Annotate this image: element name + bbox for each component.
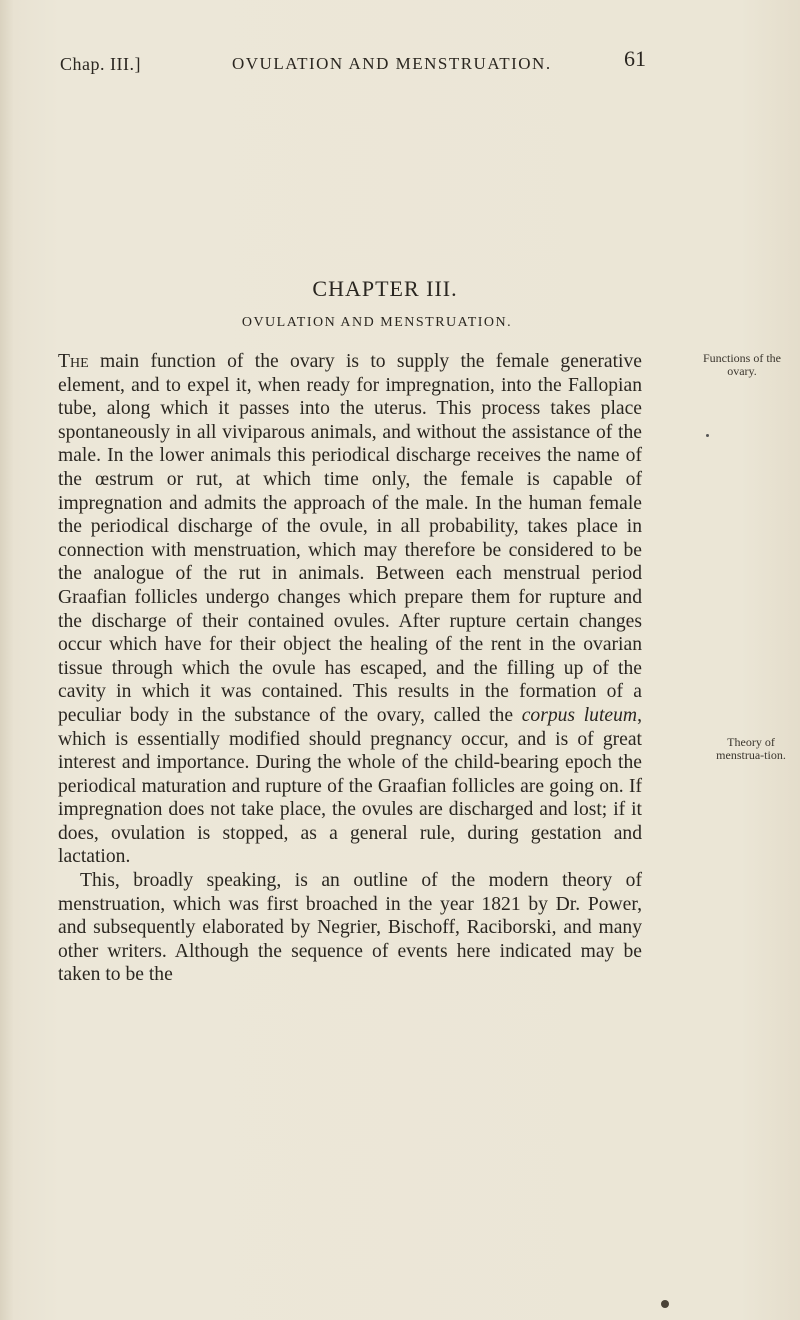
body-text [58,350,642,987]
paragraph-1-part-2: , which is essentially modified should pregnancy occur, and is of great interest and importance. During the whole of the child-bearing epoch the periodical maturation and rupture of the Graafian follicles are going on. If impregnation does not take place, the ovules are discharged and lost; if it does, ovulation is stopped, as a general rule, during gestation and lactation. [58,704,642,868]
paragraph-1 [58,350,642,869]
paragraph-2: This, broadly speaking, is an outline of the modern theory of menstruation, which was first broached in the year 1821 by Dr. Power, and subsequently elaborated by Negrier, Bischoff, Raciborski, and many other writers. Although the sequence of events here indicated may be taken to be the [58,870,642,986]
paragraph-1-part-1: main function of the ovary is to supply the female generative element, and to expel it, when ready for impregnation, into the Fallopian tube, along which it passes into the uterus. This process takes place spontaneously in all viviparous animals, and without the assistance of the male. In the lower animals this periodical discharge receives the name of the œstrum or rut, at which time only, the female is capable of impregnation and admits the approach of the male. In the human female the periodical discharge of the ovule, in all probability, takes place in connection with menstruation, which may therefore be considered to be the analogue of the rut in animals. Between each menstrual period Graafian follicles undergo changes which prepare them for rupture and the discharge of their contained ovules. After rupture certain changes occur which have for their object the healing of the rent in the ovarian tissue through which the ovule has escaped, and the filling up of the cavity in which it was contained. This results in the formation of a peculiar body in the substance of the ovary, called the [58,351,642,726]
italic-term: corpus luteum [521,704,638,726]
ink-speck [706,434,709,437]
ink-dot [661,1300,669,1308]
chapter-label: Chap. III.] [60,54,141,74]
chapter-subtitle [0,315,800,331]
chapter-subtitle-text: OVULATION AND MENSTRUATION. [241,315,513,330]
running-title: OVULATION AND MENSTRUATION. [232,54,552,73]
chapter-heading [0,276,800,302]
margin-note-functions: Functions of the ovary. [703,351,781,378]
page-number: 61 [624,46,646,71]
paragraph-lead: The [58,351,89,372]
chapter-heading-text: CHAPTER III. [312,276,458,301]
margin-note-theory: Theory of menstrua-tion. [716,735,786,762]
running-header [60,46,660,76]
